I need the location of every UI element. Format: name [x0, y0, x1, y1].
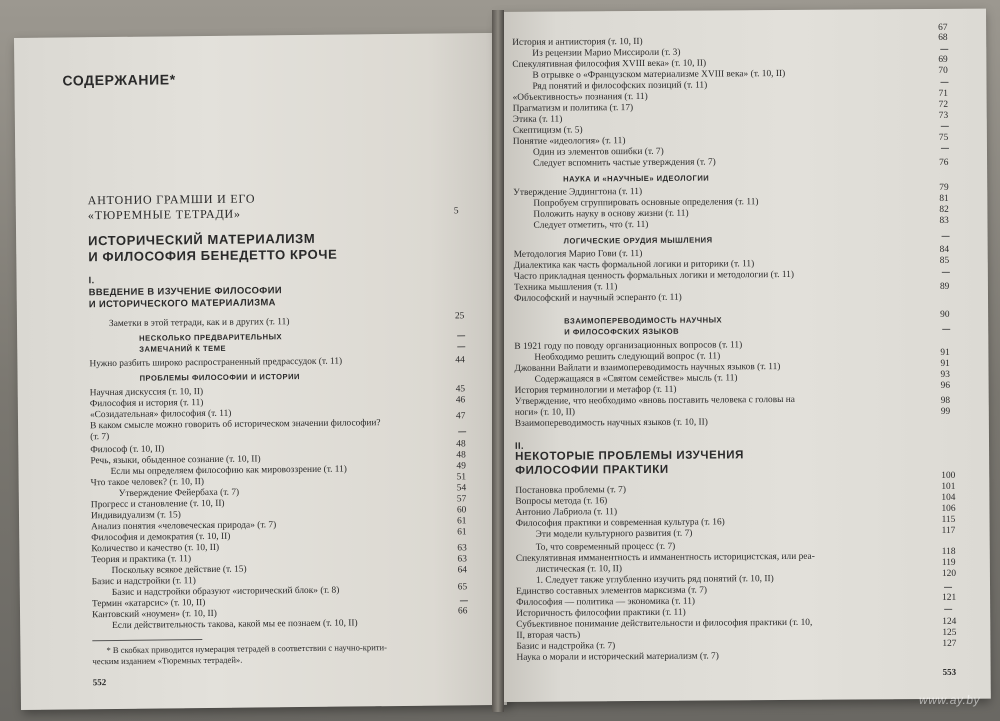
toc-subheading: ЛОГИЧЕСКИЕ ОРУДИЯ МЫШЛЕНИЯ — [563, 235, 713, 246]
toc-entry: Понятие «идеология» (т. 11) — [512, 136, 626, 147]
toc-page: 51 — [456, 472, 467, 483]
toc-entry: В каком смысле можно говорить об историческом значении философии? — [90, 418, 381, 432]
toc-subheading: ЗАМЕЧАНИЙ К ТЕМЕ — [139, 343, 227, 354]
toc-page: 54 — [456, 483, 467, 494]
toc-entry: Утверждение, что необходимо «вновь поставить человека с головы на — [514, 394, 795, 407]
toc-page: 25 — [454, 311, 465, 322]
toc-entry: Техника мышления (т. 11) — [513, 282, 618, 293]
toc-entry: Джованни Вайлати и взаимопереводимость научных языков (т. 11) — [514, 362, 781, 374]
toc-subheading: ВЗАИМОПЕРЕВОДИМОСТЬ НАУЧНЫХ — [564, 315, 723, 326]
toc-entry: Если мы определяем философию как мировоззрение (т. 11) — [110, 464, 347, 478]
toc-entry: Из рецензии Марио Миссироли (т. 3) — [532, 47, 681, 59]
toc-page: 118 — [941, 546, 956, 557]
toc-entry: Философия и история (т. 11) — [89, 398, 204, 410]
toc-page: 117 — [941, 525, 956, 536]
toc-entry: Наука о морали и исторический материализм (т. 7) — [516, 651, 719, 663]
toc-entry: листическая (т. 10, II) — [535, 564, 623, 575]
toc-page: 71 — [938, 88, 948, 99]
toc-page: 61 — [457, 527, 467, 538]
toc-entry: В отрывке о «Французском материализме XVIII века» (т. 10, II) — [532, 68, 786, 81]
toc-page: 106 — [941, 503, 956, 514]
toc-page: 127 — [942, 638, 957, 649]
page-dash — [942, 236, 950, 237]
toc-entry: История и антиистория (т. 10, II) — [512, 36, 643, 48]
toc-page: 75 — [938, 132, 949, 143]
toc-page: 98 — [940, 395, 951, 406]
section1-number: I. — [88, 274, 95, 286]
toc-page: 49 — [456, 461, 466, 472]
toc-entry: Попробуем сгруппировать основные определения (т. 11) — [533, 197, 759, 209]
page-number-left: 552 — [92, 677, 107, 688]
section2-title-line1: НЕКОТОРЫЕ ПРОБЛЕМЫ ИЗУЧЕНИЯ — [515, 449, 745, 463]
page-dash — [944, 609, 952, 610]
toc-page: 61 — [457, 516, 467, 527]
toc-page: 72 — [938, 99, 949, 110]
intro-page-number: 5 — [453, 206, 459, 217]
page-dash — [457, 346, 465, 347]
page-dash — [457, 335, 465, 336]
toc-page: 89 — [939, 281, 950, 292]
toc-page: 85 — [939, 255, 950, 266]
toc-entry: Кантовский «ноумен» (т. 10, II) — [91, 608, 217, 621]
toc-page: 48 — [456, 439, 466, 450]
toc-entry: Положить науку в основу жизни (т. 11) — [533, 208, 689, 220]
toc-subheading: ПРОБЛЕМЫ ФИЛОСОФИИ И ИСТОРИИ — [139, 372, 301, 383]
toc-entry: Следует вспомнить частые утверждения (т. 7) — [533, 157, 716, 169]
toc-page: 45 — [455, 384, 466, 395]
toc-entry: История терминологии и метафор (т. 11) — [514, 384, 677, 396]
right-page — [498, 9, 991, 702]
toc-entry: Спекулятивная философия XVIII века» (т. 10, II) — [512, 58, 707, 70]
toc-page: 69 — [938, 54, 948, 65]
toc-page: 73 — [938, 110, 949, 121]
toc-entry: «Объективность» познания (т. 11) — [512, 91, 648, 103]
toc-entry: В 1921 году по поводу организационных вопросов (т. 11) — [514, 340, 743, 352]
toc-entry: Часто прикладная ценность формальных логики и методологии (т. 11) — [513, 269, 795, 282]
toc-page: 67 — [938, 22, 948, 33]
toc-entry: Философия и демократия (т. 10, II) — [91, 531, 231, 544]
toc-entry: Диалектика как часть формальной логики и риторики (т. 11) — [513, 259, 755, 271]
toc-entry: Поскольку всякое действие (т. 15) — [111, 564, 247, 577]
toc-entry: Вопросы метода (т. 16) — [515, 496, 608, 507]
toc-page: 90 — [940, 309, 950, 320]
toc-entry: Количество и качество (т. 10, II) — [91, 542, 220, 555]
toc-entry: Субъективное понимание действительности и философия практики (т. 10, — [516, 617, 813, 630]
toc-page: 81 — [939, 193, 949, 204]
section2-number: II. — [514, 439, 525, 451]
toc-page: 104 — [941, 492, 956, 503]
toc-subheading: НЕСКОЛЬКО ПРЕДВАРИТЕЛЬНЫХ — [139, 332, 283, 343]
toc-entry: Постановка проблемы (т. 7) — [515, 485, 627, 496]
page-dash — [942, 329, 950, 330]
toc-entry: Заметки в этой тетради, как и в других (т. 11) — [108, 317, 290, 330]
toc-entry: Содержащаяся в «Святом семействе» мысль (т. 11) — [534, 373, 738, 385]
page-dash — [942, 272, 950, 273]
toc-page: 47 — [455, 411, 466, 422]
toc-entry: Утверждение Эддингтона (т. 11) — [513, 186, 643, 198]
toc-page: 100 — [941, 470, 956, 481]
toc-entry: Эти модели культурного развития (т. 7) — [535, 528, 693, 540]
toc-entry: Философия — политика — экономика (т. 11) — [516, 596, 696, 608]
toc-entry: Базис и надстройки (т. 11) — [91, 576, 196, 588]
part-title-line1: ИСТОРИЧЕСКИЙ МАТЕРИАЛИЗМ — [88, 230, 316, 249]
toc-entry: Что такое человек? (т. 10, II) — [90, 477, 205, 489]
toc-entry: Философский и научный эсперанто (т. 11) — [513, 292, 682, 304]
toc-page: 44 — [455, 355, 465, 366]
toc-entry: Спекулятивная имманентность и имманентность историцистская, или реа- — [515, 551, 815, 564]
toc-page: 91 — [940, 358, 950, 369]
section1-title-line2: И ИСТОРИЧЕСКОГО МАТЕРИАЛИЗМА — [88, 296, 276, 310]
toc-entry: 1. Следует также углубленно изучить ряд понятий (т. 10, II) — [535, 574, 774, 586]
toc-entry: Следует отметить, что (т. 11) — [533, 219, 649, 231]
footnote-rule — [92, 639, 202, 641]
toc-page: 119 — [941, 557, 956, 568]
toc-page: 68 — [938, 32, 948, 43]
toc-entry: Базис и надстройка (т. 7) — [516, 641, 616, 652]
toc-page: 65 — [457, 582, 468, 593]
toc-entry: II, вторая часть) — [516, 630, 581, 641]
toc-entry: Ряд понятий и философских позиций (т. 11) — [532, 80, 708, 92]
toc-entry: Индивидуализм (т. 15) — [90, 510, 181, 522]
toc-entry: Речь, языки, обыденное сознание (т. 10, II) — [90, 454, 261, 467]
toc-entry: Взаимопереводимость научных языков (т. 10, II) — [514, 417, 708, 429]
toc-entry: Если действительность такова, какой мы ее познаем (т. 10, II) — [112, 618, 358, 632]
section2-title-line2: ФИЛОСОФИИ ПРАКТИКИ — [515, 463, 669, 477]
toc-entry: Этика (т. 11) — [512, 114, 563, 125]
contents-title: СОДЕРЖАНИЕ* — [62, 71, 176, 89]
toc-page: 60 — [456, 505, 467, 516]
toc-entry: Теория и практика (т. 11) — [91, 554, 192, 566]
page-number-right: 553 — [942, 666, 957, 677]
toc-subheading: НАУКА И «НАУЧНЫЕ» ИДЕОЛОГИИ — [563, 173, 710, 184]
toc-page: 93 — [940, 369, 950, 380]
toc-page: 96 — [940, 380, 951, 391]
toc-entry: Единство составных элементов марксизма (т. 7) — [516, 585, 708, 597]
toc-page: 70 — [938, 65, 948, 76]
toc-page: 48 — [456, 450, 466, 461]
toc-entry: Утверждение Фейербаха (т. 7) — [118, 487, 240, 499]
footnote-line2: ческим изданием «Тюремных тетрадей». — [92, 654, 243, 667]
toc-entry: ноги» (т. 10, II) — [514, 407, 576, 418]
toc-entry: Один из элементов ошибки (т. 7) — [532, 146, 664, 158]
watermark: www.ay.by — [919, 693, 980, 707]
toc-page: 66 — [457, 606, 468, 617]
toc-entry: Прагматизм и политика (т. 17) — [512, 103, 634, 114]
page-dash — [458, 431, 466, 432]
toc-entry: Антонио Лабриола (т. 11) — [515, 507, 618, 518]
toc-page: 63 — [457, 543, 467, 554]
page-dash — [460, 600, 468, 601]
toc-entry: Необходимо решить следующий вопрос (т. 11) — [534, 351, 721, 363]
left-page — [14, 33, 507, 710]
toc-entry: Скептицизм (т. 5) — [512, 125, 583, 136]
page-dash — [941, 126, 949, 127]
page-dash — [941, 148, 949, 149]
toc-page: 83 — [939, 215, 949, 226]
toc-entry: «Созидательная» философия (т. 11) — [89, 408, 232, 421]
toc-page: 121 — [942, 592, 957, 603]
toc-page: 64 — [457, 565, 468, 576]
toc-page: 125 — [942, 627, 957, 638]
footnote-line1: * В скобках приводится нумерация тетрадей в соответствии с научно-крити- — [106, 642, 388, 656]
intro-title-line1: АНТОНИО ГРАМШИ И ЕГО — [87, 191, 256, 208]
toc-entry: Историчность философии практики (т. 11) — [516, 607, 686, 619]
toc-page: 91 — [940, 347, 950, 358]
page-dash — [940, 49, 948, 50]
toc-page: 76 — [939, 157, 949, 168]
toc-page: 82 — [939, 204, 949, 215]
toc-page: 46 — [455, 395, 466, 406]
page-dash — [940, 82, 948, 83]
toc-entry: Прогресс и становление (т. 10, II) — [90, 498, 225, 511]
toc-entry: (т. 7) — [90, 432, 110, 443]
toc-page: 120 — [941, 568, 957, 579]
toc-page: 63 — [457, 554, 467, 565]
toc-page: 84 — [939, 244, 950, 255]
toc-entry: Методология Марио Гови (т. 11) — [513, 248, 643, 260]
toc-page: 57 — [456, 494, 467, 505]
toc-entry: Нужно разбить широко распространенный предрассудок (т. 11) — [89, 356, 343, 370]
toc-entry: Термин «катарсис» (т. 10, II) — [91, 598, 206, 610]
toc-entry: То, что современный процесс (т. 7) — [535, 541, 676, 553]
toc-page: 79 — [939, 182, 949, 193]
toc-subheading: И ФИЛОСОФСКИХ ЯЗЫКОВ — [564, 326, 680, 337]
toc-entry: Анализ понятия «человеческая природа» (т. 7) — [91, 520, 277, 533]
part-title-line2: И ФИЛОСОФИЯ БЕНЕДЕТТО КРОЧЕ — [88, 246, 338, 265]
section1-title-line1: ВВЕДЕНИЕ В ИЗУЧЕНИЕ ФИЛОСОФИИ — [88, 284, 282, 298]
intro-title-line2: «ТЮРЕМНЫЕ ТЕТРАДИ» — [87, 206, 241, 223]
toc-entry: Базис и надстройки образуют «исторический блок» (т. 8) — [111, 585, 340, 599]
book-spine — [492, 10, 504, 712]
toc-page: 124 — [942, 616, 957, 627]
toc-entry: Научная дискуссия (т. 10, II) — [89, 387, 204, 399]
toc-entry: Философ (т. 10, II) — [90, 444, 165, 456]
toc-page: 115 — [941, 514, 956, 525]
toc-page: 99 — [940, 406, 951, 417]
page-dash — [944, 587, 952, 588]
toc-page: 101 — [941, 481, 956, 492]
toc-entry: Философия практики и современная культура (т. 16) — [515, 517, 725, 529]
